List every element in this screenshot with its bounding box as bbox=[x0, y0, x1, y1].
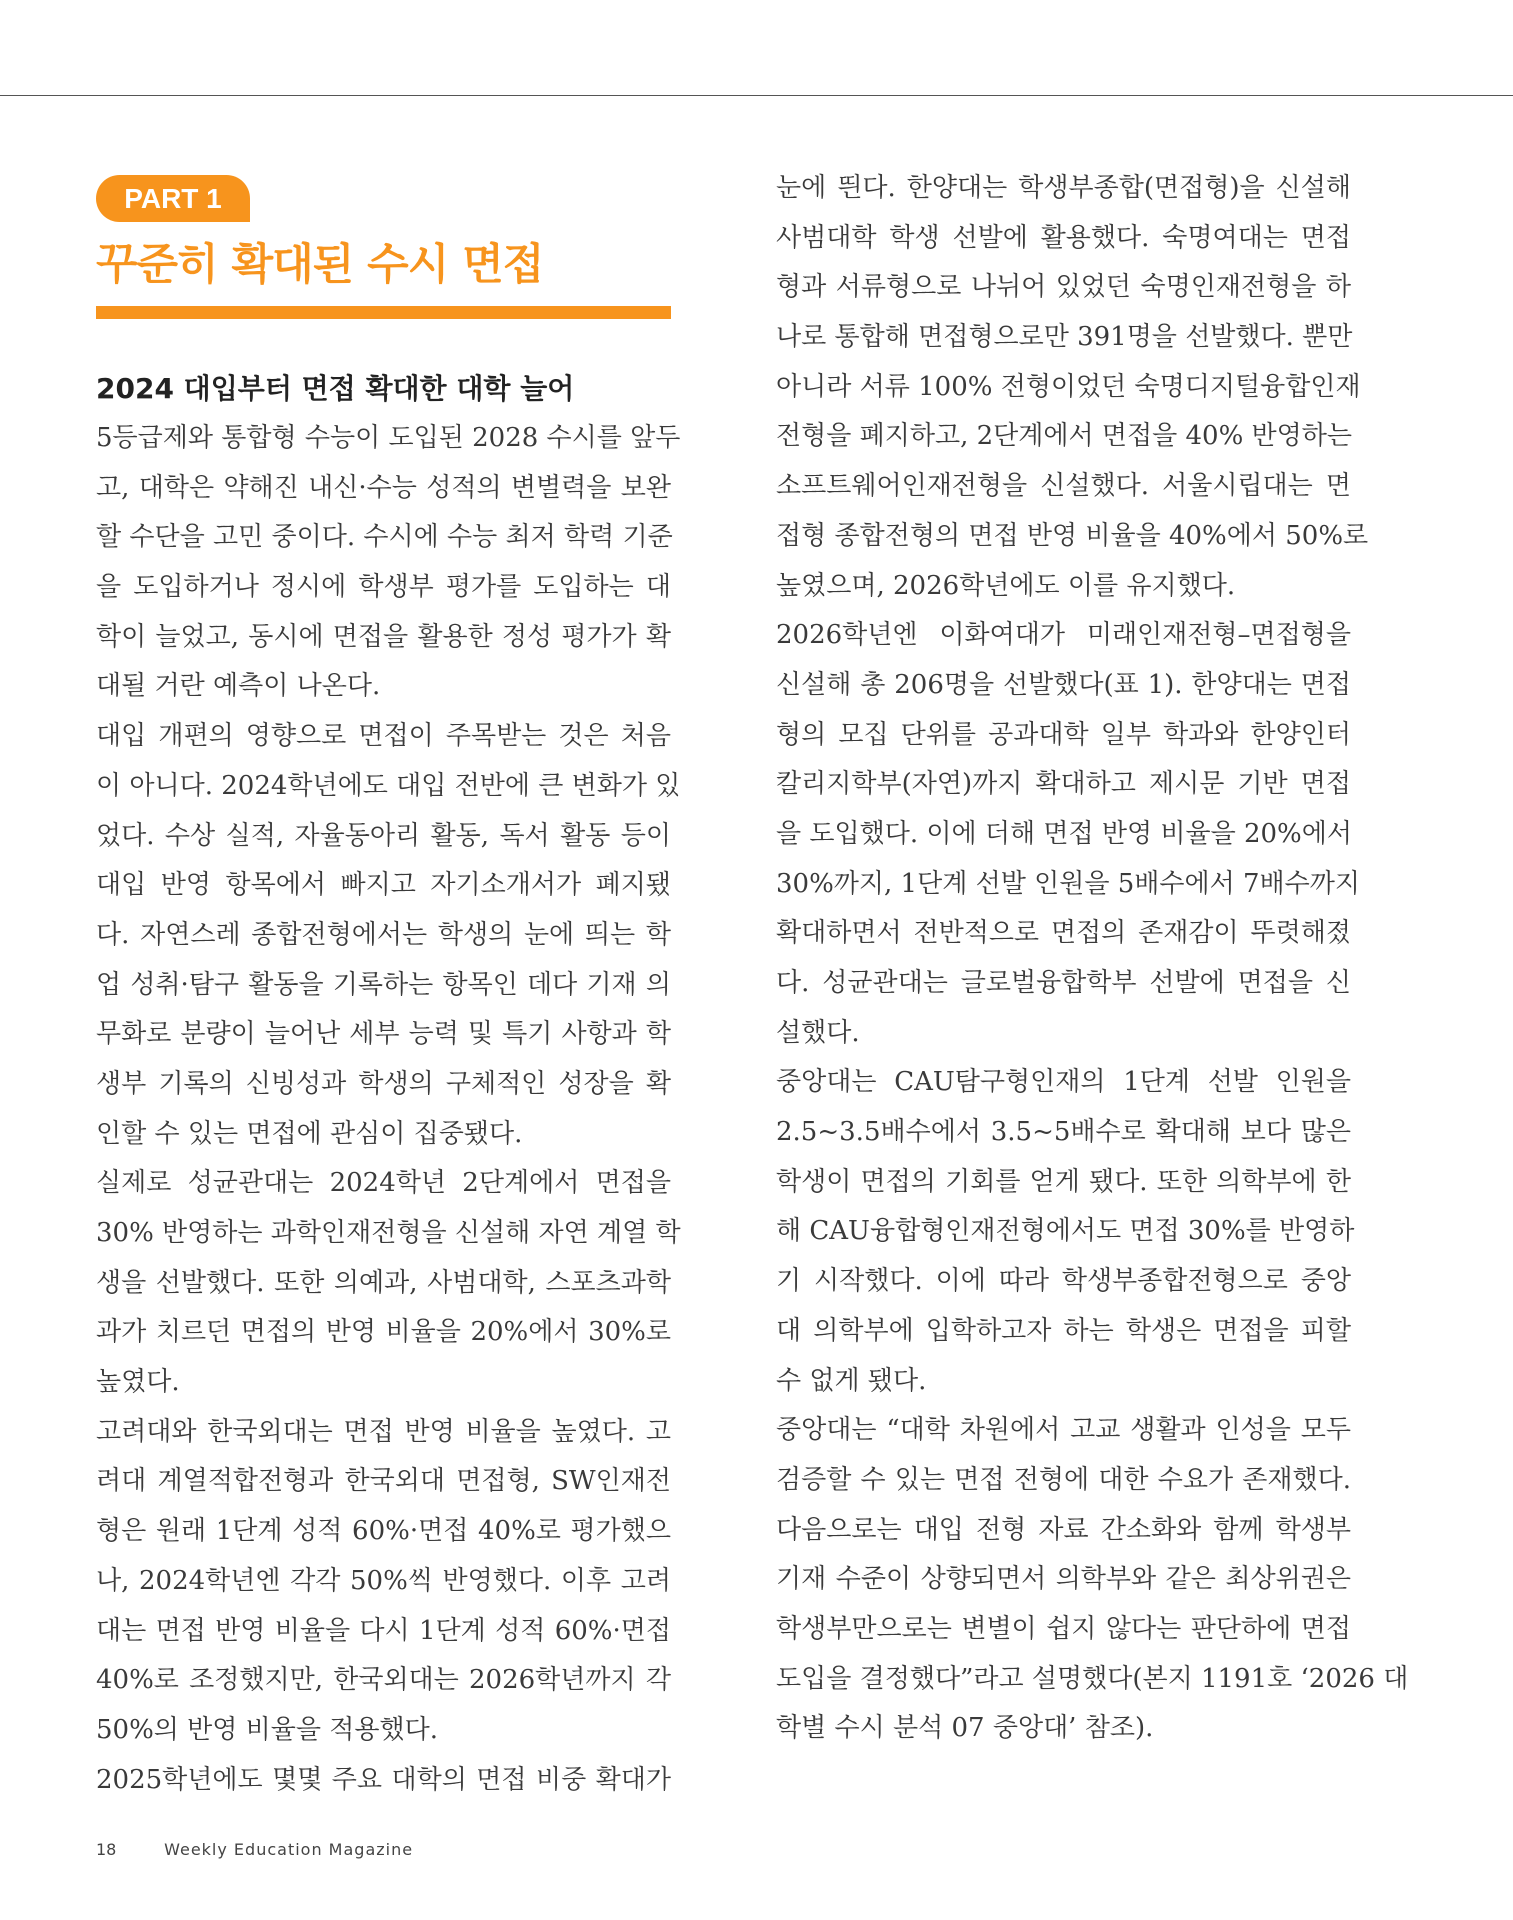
text-line: 고, 대학은 약해진 내신·수능 성적의 변별력을 보완 bbox=[96, 472, 671, 503]
text-line: 할 수단을 고민 중이다. 수시에 수능 최저 학력 기준 bbox=[96, 522, 673, 553]
magazine-name: Weekly Education Magazine bbox=[164, 1840, 414, 1859]
text-line: 학생이 면접의 기회를 얻게 됐다. 또한 의학부에 한 bbox=[776, 1166, 1351, 1197]
text-line: 높였다. bbox=[96, 1367, 180, 1398]
text-line: 도입을 결정했다”라고 설명했다(본지 1191호 ‘2026 대 bbox=[776, 1663, 1409, 1694]
text-line: 5등급제와 통합형 수능이 도입된 2028 수시를 앞두 bbox=[96, 423, 681, 453]
text-line: 다. 자연스레 종합전형에서는 학생의 눈에 띄는 학 bbox=[96, 919, 671, 950]
text-line: 소프트웨어인재전형을 신설했다. 서울시립대는 면 bbox=[776, 471, 1351, 502]
text-line: 대입 개편의 영향으로 면접이 주목받는 것은 처음 bbox=[96, 721, 671, 752]
text-line: 40%로 조정했지만, 한국외대는 2026학년까지 각 bbox=[96, 1665, 671, 1696]
text-line: 2025학년에도 몇몇 주요 대학의 면접 비중 확대가 bbox=[96, 1764, 671, 1795]
text-line: 30%까지, 1단계 선발 인원을 5배수에서 7배수까지 bbox=[776, 868, 1360, 899]
text-line: 학이 늘었고, 동시에 면접을 활용한 정성 평가가 확 bbox=[96, 621, 671, 652]
text-line: 다. 성균관대는 글로벌융합학부 선발에 면접을 신 bbox=[776, 968, 1351, 998]
text-line: 었다. 수상 실적, 자율동아리 활동, 독서 활동 등이 bbox=[96, 820, 671, 851]
text-line: 전형을 폐지하고, 2단계에서 면접을 40% 반영하는 bbox=[776, 421, 1353, 452]
text-line: 대될 거란 예측이 나온다. bbox=[96, 671, 381, 702]
text-line: 수 없게 됐다. bbox=[776, 1365, 927, 1396]
text-line: 칼리지학부(자연)까지 확대하고 제시문 기반 면접 bbox=[776, 769, 1351, 800]
text-line: 2.5~3.5배수에서 3.5~5배수로 확대해 보다 많은 bbox=[776, 1117, 1351, 1148]
text-line: 과가 치르던 면접의 반영 비율을 20%에서 30%로 bbox=[96, 1317, 671, 1348]
top-rule bbox=[0, 95, 1513, 96]
text-line: 2026학년엔 이화여대가 미래인재전형–면접형을 bbox=[776, 620, 1351, 651]
text-line: 려대 계열적합전형과 한국외대 면접형, SW인재전 bbox=[96, 1466, 671, 1497]
text-line: 업 성취·탐구 활동을 기록하는 항목인 데다 기재 의 bbox=[96, 969, 671, 1000]
text-line: 높였으며, 2026학년에도 이를 유지했다. bbox=[776, 570, 1236, 601]
part-badge: PART 1 bbox=[96, 175, 250, 222]
text-line: 생부 기록의 신빙성과 학생의 구체적인 성장을 확 bbox=[96, 1068, 671, 1099]
text-line: 30% 반영하는 과학인재전형을 신설해 자연 계열 학 bbox=[96, 1218, 681, 1248]
text-line: 중앙대는 CAU탐구형인재의 1단계 선발 인원을 bbox=[776, 1067, 1351, 1098]
text-line: 대는 면접 반영 비율을 다시 1단계 성적 60%·면접 bbox=[96, 1615, 671, 1646]
subheading: 2024 대입부터 면접 확대한 대학 늘어 bbox=[96, 372, 575, 405]
text-line: 형의 모집 단위를 공과대학 일부 학과와 한양인터 bbox=[776, 719, 1351, 750]
text-line: 아니라 서류 100% 전형이었던 숙명디지털융합인재 bbox=[776, 371, 1361, 402]
text-line: 인할 수 있는 면접에 관심이 집중됐다. bbox=[96, 1118, 523, 1149]
text-line: 대입 반영 항목에서 빠지고 자기소개서가 폐지됐 bbox=[96, 870, 671, 901]
text-line: 형과 서류형으로 나뉘어 있었던 숙명인재전형을 하 bbox=[776, 272, 1351, 303]
text-line: 생을 선발했다. 또한 의예과, 사범대학, 스포츠과학 bbox=[96, 1267, 671, 1298]
text-line: 기 시작했다. 이에 따라 학생부종합전형으로 중앙 bbox=[776, 1266, 1351, 1297]
page-footer bbox=[96, 1840, 413, 1859]
text-line: 고려대와 한국외대는 면접 반영 비율을 높였다. 고 bbox=[96, 1416, 671, 1447]
text-line: 이 아니다. 2024학년에도 대입 전반에 큰 변화가 있 bbox=[96, 770, 681, 801]
text-line: 설했다. bbox=[776, 1017, 860, 1048]
text-line: 접형 종합전형의 면접 반영 비율을 40%에서 50%로 bbox=[776, 520, 1369, 551]
title-underline-bar bbox=[96, 306, 671, 319]
text-line: 중앙대는 “대학 차원에서 고교 생활과 인성을 모두 bbox=[776, 1415, 1351, 1446]
text-line: 확대하면서 전반적으로 면접의 존재감이 뚜렷해졌 bbox=[776, 918, 1351, 949]
right-column-text bbox=[776, 164, 1409, 1754]
text-line: 실제로 성균관대는 2024학년 2단계에서 면접을 bbox=[96, 1168, 671, 1199]
text-line: 해 CAU융합형인재전형에서도 면접 30%를 반영하 bbox=[776, 1216, 1355, 1247]
text-line: 사범대학 학생 선발에 활용했다. 숙명여대는 면접 bbox=[776, 222, 1351, 253]
text-line: 눈에 띈다. 한양대는 학생부종합(면접형)을 신설해 bbox=[776, 173, 1351, 203]
text-line: 50%의 반영 비율을 적용했다. bbox=[96, 1714, 439, 1745]
text-line: 학생부만으로는 변별이 쉽지 않다는 판단하에 면접 bbox=[776, 1613, 1351, 1644]
text-line: 기재 수준이 상향되면서 의학부와 같은 최상위권은 bbox=[776, 1564, 1351, 1595]
text-line: 을 도입하거나 정시에 학생부 평가를 도입하는 대 bbox=[96, 572, 671, 603]
text-line: 형은 원래 1단계 성적 60%·면접 40%로 평가했으 bbox=[96, 1516, 671, 1547]
text-line: 대 의학부에 입학하고자 하는 학생은 면접을 피할 bbox=[776, 1315, 1351, 1346]
text-line: 검증할 수 있는 면접 전형에 대한 수요가 존재했다. bbox=[776, 1464, 1351, 1495]
section-title: 꾸준히 확대된 수시 면접 bbox=[96, 240, 544, 290]
text-line: 무화로 분량이 늘어난 세부 능력 및 특기 사항과 학 bbox=[96, 1019, 671, 1050]
text-line: 나로 통합해 면접형으로만 391명을 선발했다. 뿐만 bbox=[776, 322, 1353, 353]
text-line: 학별 수시 분석 07 중앙대’ 참조). bbox=[776, 1713, 1154, 1744]
text-line: 다음으로는 대입 전형 자료 간소화와 함께 학생부 bbox=[776, 1514, 1351, 1545]
text-line: 신설해 총 206명을 선발했다(표 1). 한양대는 면접 bbox=[776, 669, 1351, 700]
page-number: 18 bbox=[96, 1840, 117, 1859]
text-line: 을 도입했다. 이에 더해 면접 반영 비율을 20%에서 bbox=[776, 818, 1352, 849]
left-column-text bbox=[96, 414, 681, 1805]
text-line: 나, 2024학년엔 각각 50%씩 반영했다. 이후 고려 bbox=[96, 1565, 671, 1596]
